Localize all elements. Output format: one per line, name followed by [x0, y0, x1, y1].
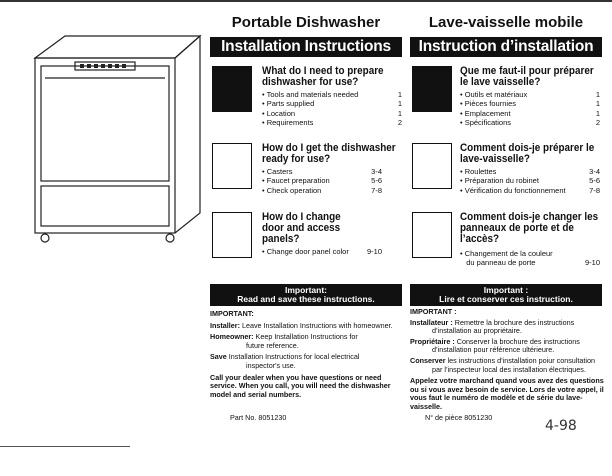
text: inspector's use.	[246, 360, 296, 370]
page: 5-6	[589, 176, 600, 186]
item: • Tools and materials needed	[262, 90, 359, 99]
item: • Spécifications	[460, 117, 511, 127]
text: Installation Instructions for local electrical	[228, 352, 360, 362]
item: • Outils et matériaux	[460, 90, 528, 99]
page: 3-4	[371, 167, 382, 176]
section-ready-fr	[460, 143, 612, 195]
text: future reference.	[246, 340, 299, 350]
important-text-en	[210, 310, 406, 399]
bar-fr: Instruction d’installation	[410, 37, 602, 57]
section-prepare-en	[262, 66, 422, 127]
dishwasher-icon	[412, 143, 452, 189]
item: • Roulettes	[460, 167, 497, 176]
section-ready-en	[262, 143, 422, 195]
item: • Emplacement	[460, 108, 511, 118]
page: 5-6	[371, 176, 382, 186]
important-sub: Lire et conserver ces instruction.	[439, 294, 573, 304]
section-heading: Comment dois-je changer les panneaux de porte et de l’accès?	[460, 211, 599, 245]
section-heading: Que me faut-il pour préparer le lave vaisselle?	[460, 65, 594, 88]
door-panel-icon	[212, 212, 252, 258]
label: Installer:	[210, 320, 240, 330]
label: Propriétaire :	[410, 336, 455, 346]
page: 3-4	[589, 167, 600, 176]
page: 9-10	[366, 247, 382, 256]
item: • Check operation	[262, 185, 322, 195]
door-panel-icon	[412, 212, 452, 258]
item: • Pièces fournies	[460, 99, 516, 109]
title-en: Portable Dishwasher	[231, 14, 381, 31]
label: Homeowner:	[210, 332, 254, 342]
page: 1	[595, 90, 600, 99]
item: • Parts supplied	[262, 99, 315, 109]
item: • Préparation du robinet	[460, 176, 539, 186]
label: IMPORTANT:	[210, 309, 254, 318]
text: d’installation pour référence ultérieure.	[432, 345, 555, 355]
item: • Vérification du fonctionnement	[460, 185, 566, 195]
call-dealer-text: Call your dealer when you have questions or need service. When you call, you will need the dishwasher model and serial numbers.	[210, 372, 391, 399]
bar-en: Installation Instructions	[210, 37, 402, 57]
part-number-fr: N° de pièce 8051230	[425, 413, 493, 422]
section-heading: How do I get the dishwasher ready for use?	[262, 142, 396, 165]
important-text-fr	[410, 308, 606, 412]
section-heading: What do I need to prepare dishwasher for use?	[262, 65, 384, 88]
label: Installateur :	[410, 317, 453, 327]
important-title: Important :	[483, 285, 529, 295]
page: 1	[397, 90, 402, 99]
page: 9-10	[584, 258, 600, 268]
tools-icon	[412, 66, 452, 112]
page: 1	[397, 99, 402, 109]
item: du panneau de porte	[460, 258, 536, 268]
page: 2	[397, 117, 402, 127]
text: Remettre la brochure des instructions	[454, 317, 575, 327]
label: Conserver	[410, 355, 446, 365]
important-title: Important:	[284, 285, 328, 295]
page: 7-8	[589, 185, 600, 195]
important-box-en	[210, 284, 402, 306]
section-door-fr	[460, 212, 612, 268]
section-heading: Comment dois-je préparer le lave-vaisselle?	[460, 142, 595, 165]
tools-icon	[212, 66, 252, 112]
item: • Faucet preparation	[262, 176, 330, 186]
handwritten-date: 4-98	[545, 418, 577, 434]
section-heading: How do I change door and access panels?	[262, 211, 341, 245]
text: Leave Installation Instructions with homeowner.	[241, 320, 393, 330]
bottom-rule	[0, 446, 130, 447]
item: • Requirements	[262, 117, 314, 127]
item: • Location	[262, 108, 296, 118]
text: d’installation au propriétaire.	[432, 326, 522, 336]
page: 2	[595, 117, 600, 127]
dishwasher-illustration	[25, 28, 205, 248]
page: 1	[595, 99, 600, 109]
item: • Change door panel color	[262, 247, 349, 256]
section-door-en	[262, 212, 382, 256]
label: IMPORTANT :	[410, 307, 457, 316]
item: • Casters	[262, 167, 293, 176]
text: par l’inspecteur local des installation électriques.	[432, 364, 586, 374]
text: Keep Installation Instructions for	[255, 332, 358, 342]
label: Save	[210, 352, 227, 362]
call-dealer-text: Appelez votre marchand quand vous avez des questions ou si vous avez besoin de service. Lors de votre appel, il vous faut le numéro de modèle et de série du lave-vaisselle.	[410, 376, 604, 411]
important-box-fr	[410, 284, 602, 306]
part-number-en: Part No. 8051230	[230, 413, 287, 422]
page: 7-8	[371, 185, 382, 195]
page: 1	[397, 108, 402, 118]
title-fr: Lave-vaisselle mobile	[428, 14, 584, 31]
page: 1	[595, 108, 600, 118]
dishwasher-icon	[212, 143, 252, 189]
text: Conserver la brochure des instructions	[456, 336, 580, 346]
text: les instructions d’installation poiur consultation	[447, 355, 595, 365]
important-sub: Read and save these instructions.	[237, 294, 375, 304]
section-prepare-fr	[460, 66, 612, 127]
item: • Changement de la couleur	[460, 249, 553, 258]
top-border	[0, 0, 612, 2]
